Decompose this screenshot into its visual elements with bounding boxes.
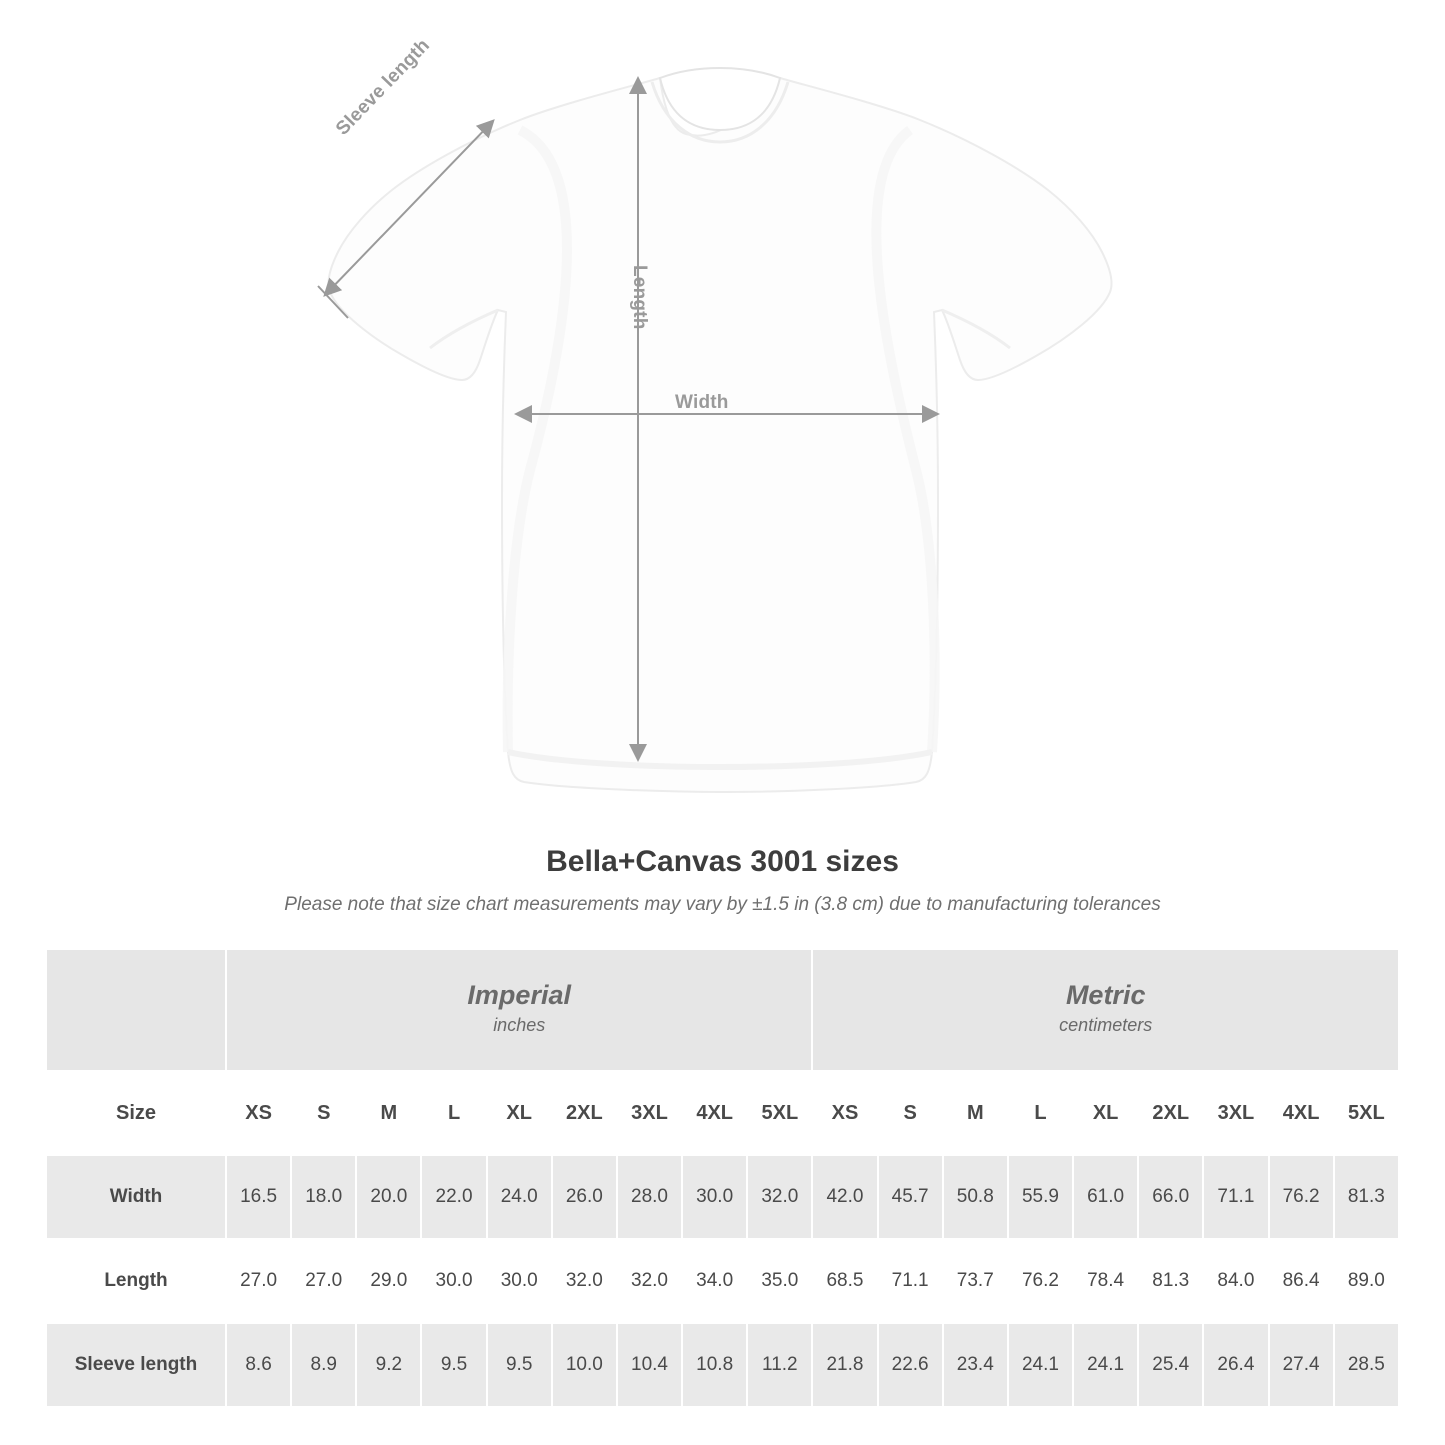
width-5xl-cm: 81.3 [1334, 1155, 1399, 1239]
size-col-6: 3XL [617, 1071, 682, 1155]
length-2xl-cm: 81.3 [1138, 1239, 1203, 1323]
width-m-cm: 50.8 [943, 1155, 1008, 1239]
width-label: Width [675, 392, 729, 413]
length-xs-cm: 68.5 [812, 1239, 877, 1323]
size-col-14: 2XL [1138, 1071, 1203, 1155]
size-col-5: 2XL [552, 1071, 617, 1155]
size-header-row [46, 1071, 1399, 1155]
width-2xl-in: 26.0 [552, 1155, 617, 1239]
size-col-16: 4XL [1269, 1071, 1334, 1155]
sleeve-xl-cm: 24.1 [1073, 1323, 1138, 1407]
length-xl-cm: 78.4 [1073, 1239, 1138, 1323]
size-col-8: 5XL [747, 1071, 812, 1155]
length-3xl-cm: 84.0 [1203, 1239, 1268, 1323]
unit-group-imperial-name: Imperial [467, 980, 571, 1011]
size-col-13: XL [1073, 1071, 1138, 1155]
width-5xl-in: 32.0 [747, 1155, 812, 1239]
sleeve-l-in: 9.5 [421, 1323, 486, 1407]
length-m-in: 29.0 [356, 1239, 421, 1323]
length-5xl-cm: 89.0 [1334, 1239, 1399, 1323]
unit-group-imperial [226, 949, 812, 1071]
length-m-cm: 73.7 [943, 1239, 1008, 1323]
tolerance-note: Please note that size chart measurements may vary by ±1.5 in (3.8 cm) due to manufacturing tolerances [284, 894, 1161, 915]
table-row [46, 1323, 1399, 1407]
sleeve-xl-in: 9.5 [487, 1323, 552, 1407]
width-l-cm: 55.9 [1008, 1155, 1073, 1239]
size-col-9: XS [812, 1071, 877, 1155]
width-xs-in: 16.5 [226, 1155, 291, 1239]
sleeve-5xl-cm: 28.5 [1334, 1323, 1399, 1407]
row-label-sleeve-length: Sleeve length [46, 1323, 226, 1407]
table-row [46, 1239, 1399, 1323]
size-col-11: M [943, 1071, 1008, 1155]
size-col-4: XL [487, 1071, 552, 1155]
width-xl-cm: 61.0 [1073, 1155, 1138, 1239]
length-l-cm: 76.2 [1008, 1239, 1073, 1323]
unit-group-spacer [46, 949, 226, 1071]
size-col-2: M [356, 1071, 421, 1155]
sleeve-s-in: 8.9 [291, 1323, 356, 1407]
width-2xl-cm: 66.0 [1138, 1155, 1203, 1239]
sleeve-m-in: 9.2 [356, 1323, 421, 1407]
width-xl-in: 24.0 [487, 1155, 552, 1239]
row-label-width: Width [46, 1155, 226, 1239]
width-3xl-cm: 71.1 [1203, 1155, 1268, 1239]
sleeve-m-cm: 23.4 [943, 1323, 1008, 1407]
sleeve-2xl-in: 10.0 [552, 1323, 617, 1407]
sleeve-3xl-in: 10.4 [617, 1323, 682, 1407]
length-4xl-cm: 86.4 [1269, 1239, 1334, 1323]
unit-group-imperial-sub: inches [493, 1015, 546, 1036]
sleeve-xs-cm: 21.8 [812, 1323, 877, 1407]
sleeve-s-cm: 22.6 [878, 1323, 943, 1407]
row-label-length: Length [46, 1239, 226, 1323]
width-s-cm: 45.7 [878, 1155, 943, 1239]
length-l-in: 30.0 [421, 1239, 486, 1323]
unit-group-metric-name: Metric [1065, 980, 1146, 1011]
length-2xl-in: 32.0 [552, 1239, 617, 1323]
unit-group-metric-sub: centimeters [1059, 1015, 1153, 1036]
sleeve-xs-in: 8.6 [226, 1323, 291, 1407]
sleeve-l-cm: 24.1 [1008, 1323, 1073, 1407]
width-4xl-in: 30.0 [682, 1155, 747, 1239]
unit-group-metric [812, 949, 1399, 1071]
size-col-17: 5XL [1334, 1071, 1399, 1155]
length-s-in: 27.0 [291, 1239, 356, 1323]
width-xs-cm: 42.0 [812, 1155, 877, 1239]
size-col-3: L [421, 1071, 486, 1155]
size-col-0: XS [226, 1071, 291, 1155]
length-xl-in: 30.0 [487, 1239, 552, 1323]
width-3xl-in: 28.0 [617, 1155, 682, 1239]
size-col-1: S [291, 1071, 356, 1155]
length-3xl-in: 32.0 [617, 1239, 682, 1323]
length-xs-in: 27.0 [226, 1239, 291, 1323]
sleeve-length-label: Sleeve length [332, 35, 435, 140]
size-header-label: Size [46, 1071, 226, 1155]
size-col-15: 3XL [1203, 1071, 1268, 1155]
size-col-10: S [878, 1071, 943, 1155]
length-5xl-in: 35.0 [747, 1239, 812, 1323]
sleeve-3xl-cm: 26.4 [1203, 1323, 1268, 1407]
table-row [46, 1155, 1399, 1239]
unit-group-row [46, 949, 1399, 1071]
width-4xl-cm: 76.2 [1269, 1155, 1334, 1239]
size-col-7: 4XL [682, 1071, 747, 1155]
width-l-in: 22.0 [421, 1155, 486, 1239]
size-table-container [45, 948, 1400, 1408]
sleeve-5xl-in: 11.2 [747, 1323, 812, 1407]
width-s-in: 18.0 [291, 1155, 356, 1239]
sleeve-4xl-cm: 27.4 [1269, 1323, 1334, 1407]
sleeve-2xl-cm: 25.4 [1138, 1323, 1203, 1407]
size-col-12: L [1008, 1071, 1073, 1155]
length-label: Length [629, 265, 650, 330]
page-title: Bella+Canvas 3001 sizes [546, 845, 899, 878]
length-4xl-in: 34.0 [682, 1239, 747, 1323]
width-m-in: 20.0 [356, 1155, 421, 1239]
length-s-cm: 71.1 [878, 1239, 943, 1323]
sleeve-4xl-in: 10.8 [682, 1323, 747, 1407]
size-table [45, 948, 1400, 1408]
